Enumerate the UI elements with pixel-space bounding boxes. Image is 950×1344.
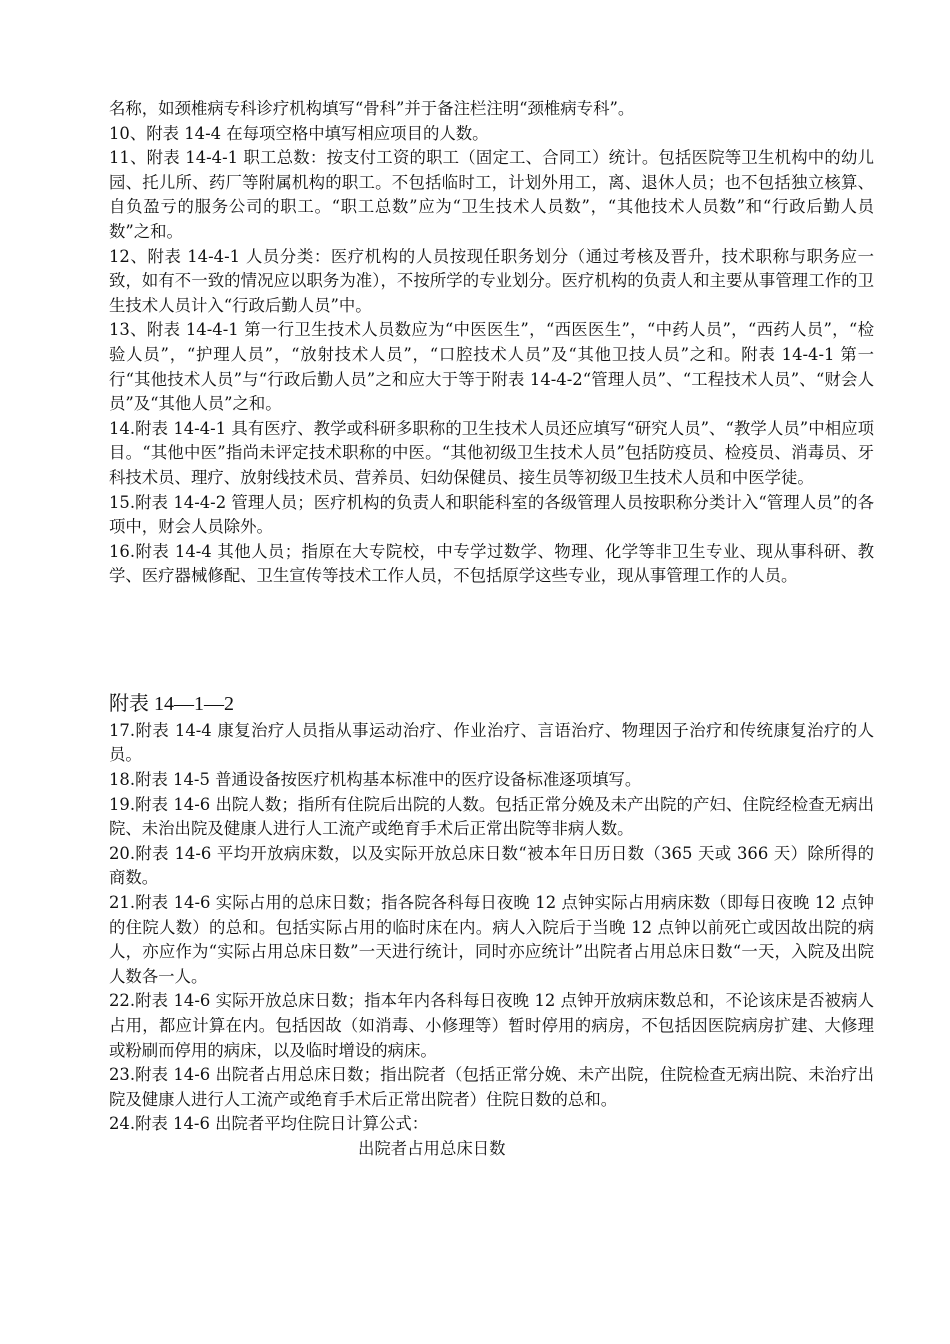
paragraph-item-12: 12、附表 14-4-1 人员分类：医疗机构的人员按现任职务划分（通过考核及晋升，技术职称与职务应一致，如有不一致的情况应以职务为准），不按所学的专业划分。医疗机构的负责人和主要从事管理工作的卫生技术人员计入“行政后勤人员”中。 [109,246,874,315]
paragraph-item-17: 17.附表 14-4 康复治疗人员指从事运动治疗、作业治疗、言语治疗、物理因子治疗和传统康复治疗的人员。 [109,720,874,765]
paragraph-item-20: 20.附表 14-6 平均开放病床数，以及实际开放总床日数“被本年日历日数（365 天或 366 天）除所得的商数。 [109,843,874,888]
paragraph-item-10: 10、附表 14-4 在每项空格中填写相应项目的人数。 [109,123,489,143]
paragraph-item-22: 22.附表 14-6 实际开放总床日数；指本年内各科每日夜晚 12 点钟开放病床数总和，不论该床是否被病人占用，都应计算在内。包括因故（如消毒、小修理等）暂时停用的病房，不包括因医院病房扩建、大修理或粉刷而停用的病床，以及临时增设的病床。 [109,991,874,1060]
page-spacer [109,589,874,689]
paragraph-item-24: 24.附表 14-6 出院者平均住院日计算公式： [109,1114,429,1134]
paragraph-item-23: 23.附表 14-6 出院者占用总床日数；指出院者（包括正常分娩、未产出院，住院检查无病出院、未治疗出院及健康人进行人工流产或绝育手术后正常出院者）住院日数的总和。 [109,1065,874,1109]
paragraph-item-name-note: 名称，如颈椎病专科诊疗机构填写“骨科”并于备注栏注明“颈椎病专科”。 [109,99,635,118]
document-page [109,97,874,1162]
paragraph-item-11: 11、附表 14-4-1 职工总数：按支付工资的职工（固定工、合同工）统计。包括医院等卫生机构中的幼儿园、托儿所、药厂等附属机构的职工。不包括临时工，计划外用工，离、退休人员；也不包括独立核算、自负盈亏的服务公司的职工。“职工总数”应为“卫生技术人员数”，“其他技术人员数”和“行政后勤人员数”之和。 [109,148,874,241]
paragraph-item-18: 18.附表 14-5 普通设备按医疗机构基本标准中的医疗设备标准逐项填写。 [109,770,642,790]
paragraph-item-15: 15.附表 14-4-2 管理人员；医疗机构的负责人和职能科室的各级管理人员按职称分类计入“管理人员”的各项中，财会人员除外。 [109,492,874,537]
paragraph-item-21: 21.附表 14-6 实际占用的总床日数；指各院各科每日夜晚 12 点钟实际占用病床数（即每日夜晚 12 点钟的住院人数）的总和。包括实际占用的临时床在内。病人入院后于当晚 12 点钟以前死亡或因故出院的病人，亦应作为“实际占用总床日数”一天进行统计，同时亦应统计”出院者占用总床日数“一天，入院及出院人数各一人。 [109,893,874,986]
paragraph-item-16: 16.附表 14-4 其他人员；指原在大专院校，中专学过数学、物理、化学等非卫生专业、现从事科研、教学、医疗器械修配、卫生宣传等技术工作人员，不包括原学这些专业，现从事管理工作的人员。 [109,541,874,586]
paragraph-item-14: 14.附表 14-4-1 具有医疗、教学或科研多职称的卫生技术人员还应填写“研究人员”、“教学人员”中相应项目。“其他中医”指尚未评定技术职称的中医。“其他初级卫生技术人员”包括防疫员、检疫员、消毒员、牙科技术员、理疗、放射线技术员、营养员、妇幼保健员、接生员等初级卫生技术人员和中医学徒。 [109,418,874,487]
paragraph-item-13: 13、附表 14-4-1 第一行卫生技术人员数应为“中医医生”，“西医医生”，“中药人员”，“西药人员”，“检验人员”，“护理人员”，“放射技术人员”，“口腔技术人员”及“其他卫技人员”之和。附表 14-4-1 第一行“其他技术人员”与“行政后勤人员”之和应大于等于附表 14-4-2“管理人员”、“工程技术人员”、“财会人员”及“其他人员”之和。 [109,320,874,414]
paragraph-item-19: 19.附表 14-6 出院人数；指所有住院后出院的人数。包括正常分娩及未产出院的产妇、住院经检查无病出院、未治出院及健康人进行人工流产或绝育手术后正常出院等非病人数。 [109,794,874,839]
formula-numerator: 出院者占用总床日数 [358,1138,506,1158]
section-heading: 附表 14—1—2 [109,692,234,715]
